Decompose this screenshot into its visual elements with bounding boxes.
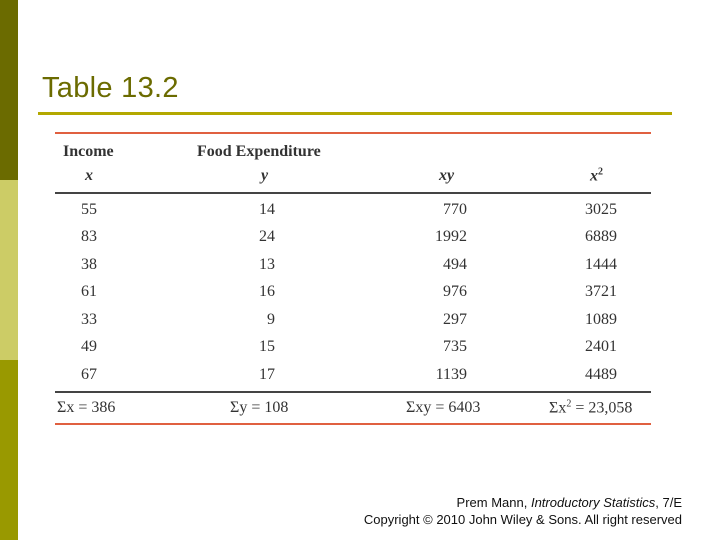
cell-y: 24 <box>259 228 275 246</box>
cell-y: 13 <box>259 255 275 273</box>
sum-xy: Σxy = 6403 <box>406 398 481 416</box>
cell-x-squared: 3721 <box>585 283 617 301</box>
table-header-names <box>55 140 651 164</box>
table-row <box>55 361 651 389</box>
slide-title: Table 13.2 <box>42 72 179 104</box>
table-bottom-rule <box>55 423 651 425</box>
table-top-rule <box>55 132 651 134</box>
sum-x: Σx = 386 <box>57 398 116 416</box>
header-food-expenditure: Food Expenditure <box>197 143 321 160</box>
cell-xy: 735 <box>443 338 467 356</box>
cell-x-squared: 6889 <box>585 228 617 246</box>
header-x: x <box>85 167 93 184</box>
cell-x: 49 <box>81 338 97 356</box>
copyright-line: Copyright © 2010 John Wiley & Sons. All right reserved <box>363 512 682 527</box>
table-row <box>55 279 651 307</box>
sum-x-squared: $\Sigma x^2 = 23,058$ <box>549 397 633 417</box>
table-body <box>55 194 651 389</box>
table-row <box>55 196 651 224</box>
cell-x-squared: 2401 <box>585 338 617 356</box>
cell-x: 61 <box>81 283 97 301</box>
side-bar-bottom <box>0 360 18 540</box>
cell-x-squared: 1444 <box>585 255 617 273</box>
header-x-squared: $x^2$ <box>590 166 603 185</box>
cell-x: 55 <box>81 200 97 218</box>
table-row <box>55 334 651 362</box>
cell-x: 67 <box>81 365 97 383</box>
table-header-vars <box>55 164 651 188</box>
cell-x-squared: 3025 <box>585 200 617 218</box>
side-bar-middle <box>0 180 18 360</box>
data-table <box>55 132 651 425</box>
cell-x: 33 <box>81 310 97 328</box>
table-row <box>55 224 651 252</box>
cell-xy: 976 <box>443 283 467 301</box>
cell-y: 17 <box>259 365 275 383</box>
header-income: Income <box>63 143 114 160</box>
title-underline <box>38 112 672 115</box>
header-y: y <box>261 167 269 184</box>
cell-x: 38 <box>81 255 97 273</box>
cell-x-squared: 1089 <box>585 310 617 328</box>
cell-x: 83 <box>81 228 97 246</box>
sum-y: Σy = 108 <box>230 398 289 416</box>
side-bar-top <box>0 0 18 180</box>
cell-y: 16 <box>259 283 275 301</box>
cell-xy: 494 <box>443 255 467 273</box>
citation-line: Prem Mann, Introductory Statistics, 7/E <box>456 495 682 510</box>
table-row <box>55 306 651 334</box>
cell-xy: 1139 <box>435 365 467 383</box>
sum-row <box>55 393 651 423</box>
table-row <box>55 251 651 279</box>
citation-footer <box>364 494 682 528</box>
header-xy: xy <box>439 167 455 184</box>
cell-y: 14 <box>259 200 275 218</box>
cell-y: 15 <box>259 338 275 356</box>
cell-x-squared: 4489 <box>585 365 617 383</box>
cell-xy: 770 <box>443 200 467 218</box>
cell-y: 9 <box>267 310 275 328</box>
cell-xy: 1992 <box>435 228 467 246</box>
cell-xy: 297 <box>443 310 467 328</box>
